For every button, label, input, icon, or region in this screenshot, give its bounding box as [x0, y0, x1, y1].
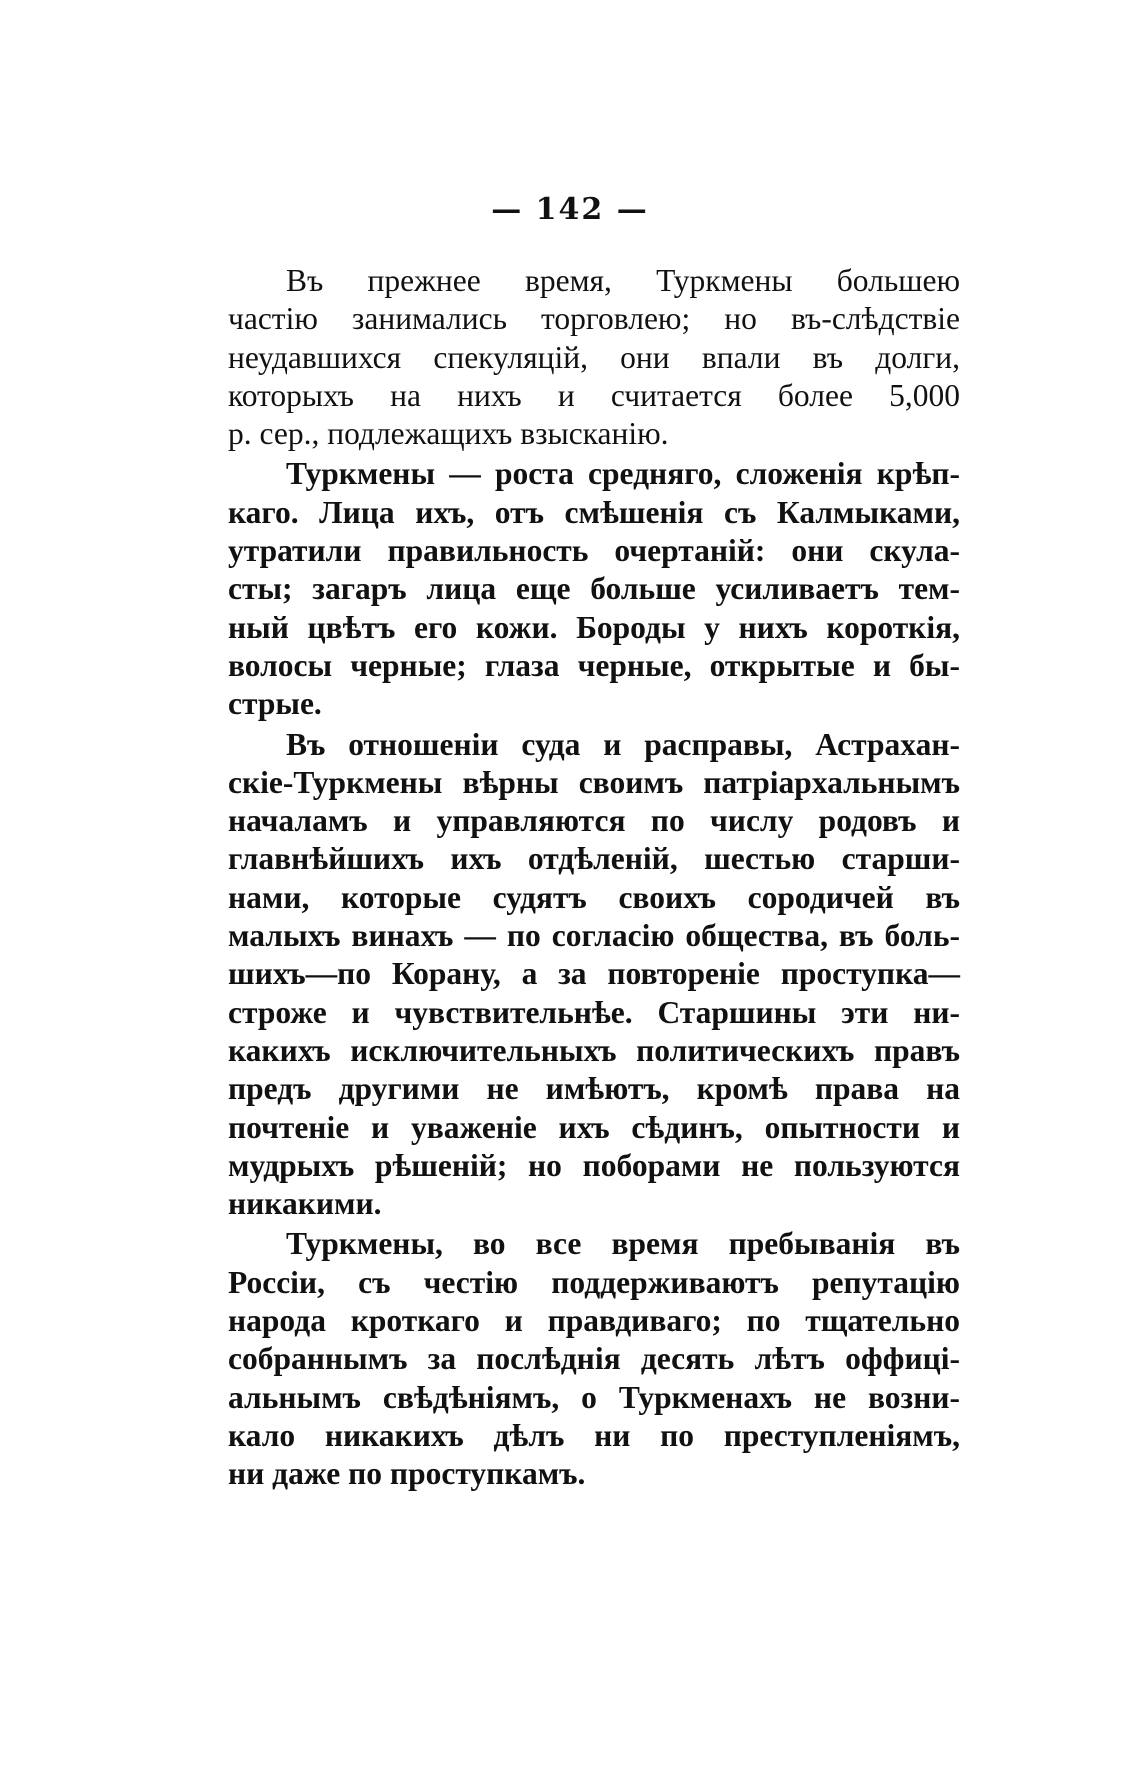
text-line: народа кроткаго и правдиваго; по тщательно: [228, 1303, 960, 1339]
paragraph-3: [228, 726, 960, 1224]
text-line: скіе-Туркмены вѣрны своимъ патріархальнымъ: [228, 764, 960, 800]
text-line: стрые.: [228, 686, 322, 722]
text-line: малыхъ винахъ — по согласію общества, въ боль-: [228, 918, 960, 954]
text-line: собраннымъ за послѣднія десять лѣтъ оффиці-: [228, 1341, 960, 1377]
text-line: нами, которые судятъ своихъ сородичей въ: [228, 879, 960, 915]
text-line: Въ прежнее время, Туркмены большею: [286, 263, 960, 298]
text-line: предъ другими не имѣютъ, кромѣ права на: [228, 1071, 960, 1107]
text-line: альнымъ свѣдѣніямъ, о Туркменахъ не возни-: [228, 1379, 960, 1415]
text-line: мудрыхъ рѣшеній; но поборами не пользуются: [228, 1147, 960, 1183]
text-line: Туркмены — роста средняго, сложенія крѣп-: [286, 456, 960, 492]
text-line: сты; загаръ лица еще больше усиливаетъ тем-: [228, 571, 960, 607]
text-line: утратили правильность очертаній: они скула-: [228, 533, 960, 569]
text-line: ни даже по проступкамъ.: [228, 1456, 586, 1492]
text-line: никакими.: [228, 1186, 382, 1222]
paragraph-2: [228, 455, 960, 723]
text-line: неудавшихся спекуляцій, они впали въ долги,: [228, 339, 960, 375]
text-line: какихъ исключительныхъ политическихъ правъ: [228, 1032, 960, 1068]
paragraph-4: [228, 1225, 960, 1493]
text-line: ный цвѣтъ его кожи. Бороды у нихъ короткія,: [228, 609, 960, 645]
text-line: волосы черные; глаза черные, открытые и бы-: [228, 647, 960, 683]
text-line: каго. Лица ихъ, отъ смѣшенія съ Калмыками,: [228, 494, 960, 530]
text-line: шихъ—по Корану, а за повтореніе проступка—: [228, 956, 960, 992]
text-line: почтеніе и уваженіе ихъ сѣдинъ, опытности и: [228, 1109, 960, 1145]
text-line: кало никакихъ дѣлъ ни по преступленіямъ,: [228, 1417, 960, 1453]
paragraph-1: [228, 262, 960, 453]
text-line: началамъ и управляются по числу родовъ и: [228, 803, 960, 839]
text-line: р. сер., подлежащихъ взысканію.: [228, 416, 669, 452]
text-line: частію занимались торговлею; но въ-слѣдствіе: [228, 301, 960, 337]
text-line: которыхъ на нихъ и считается более 5,000: [228, 377, 960, 413]
text-line: Туркмены, во все время пребыванія въ: [286, 1226, 960, 1262]
text-line: Россіи, съ честію поддерживаютъ репутацію: [228, 1264, 960, 1300]
text-line: Въ отношеніи суда и расправы, Астрахан-: [286, 726, 960, 762]
body-text: [228, 262, 960, 1494]
page-number: — 142 —: [491, 192, 649, 227]
text-line: строже и чувствительнѣе. Старшины эти ни-: [228, 994, 960, 1030]
text-line: главнѣйшихъ ихъ отдѣленій, шестью старши-: [228, 841, 960, 877]
